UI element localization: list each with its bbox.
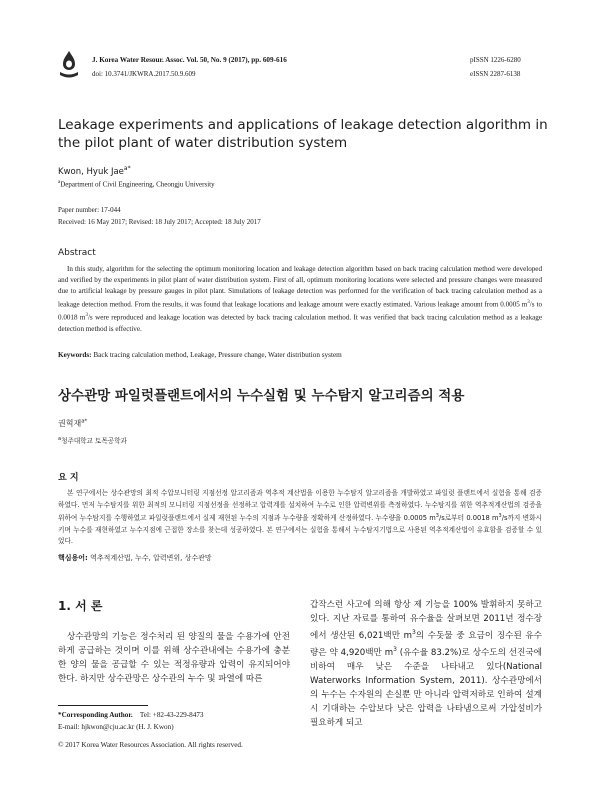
english-title: Leakage experiments and applications of leakage detection algorithm in the pilot plant of water distribution system	[58, 117, 548, 151]
corresponding-author: *Corresponding Author. Tel: +82-43-229-8473	[58, 711, 204, 719]
korean-abstract-text: 본 연구에서는 상수관망의 최적 수압모니터링 지점선정 알고리즘과 역추적 계산법을 이용한 누수탐지 알고리즘을 개발하였고 파일럿 플랜트에서 실험을 통해 검증하였다. 먼저 누수탐지를 위한 최적의 모니터링 지점선정을 선정하고 압력계를 설치하여 누수로 인한 압력변위를 측정하였다. 누수탐지를 위한 역추적계산법의 검증을 위하여 누수탐지를 수행하였고 파일럿플랜트에서 실제 재현된 누수의 지점과 누수량을 정확하게 산정하였다. 누수량을 0.0005 $m^3/s$로부터 0.0018 $m^3/s$까지 변화시키며 누수를 재현하였고 누수지점에 근접한 장소를 찾는데 성공하였다. 본 연구에서는 실험을 통해서 누수탐지기법으로 사용된 역추적계산법이 유효함을 검증할 수 있었다.	[58, 489, 542, 546]
author-email: E-mail: hjkwon@cju.ac.kr (H. J. Kwon)	[58, 723, 174, 731]
keywords: Keywords: Back tracing calculation method, Leakage, Pressure change, Water distribution system	[58, 351, 342, 359]
korean-authors: 권혁재$^{a*}$	[58, 418, 88, 428]
section-heading: 1. 서 론	[58, 599, 103, 613]
korean-abstract-heading: 요 지	[58, 473, 79, 483]
english-affiliation: $^a$Department of Civil Engineering, Cheongju University	[58, 180, 215, 189]
copyright: © 2017 Korea Water Resources Association. All rights reserved.	[58, 741, 243, 749]
footnote-divider	[58, 705, 148, 706]
doi: doi: 10.3741/JKWRA.2017.50.9.609	[92, 70, 196, 78]
abstract-heading: Abstract	[58, 248, 96, 258]
korean-affiliation: $^a$청주대학교 토목공학과	[58, 435, 127, 445]
korean-keywords: 핵심용어: 역추적계산법, 누수, 압력변위, 상수관망	[58, 554, 212, 562]
received-dates: Received: 16 May 2017; Revised: 18 July 2017; Accepted: 18 July 2017	[58, 218, 261, 226]
english-authors: Kwon, Hyuk Jae$^{a*}$	[58, 165, 131, 177]
eissn: eISSN 2287-6138	[470, 70, 521, 78]
paper-number: Paper number: 17-044	[58, 206, 121, 214]
body-column-left: 상수관망의 기능은 정수처리 된 양질의 물을 수용가에 안전하게 공급하는 것이며 이를 위해 상수관내에는 수용가에 충분한 양의 물을 공급할 수 있는 적정유량과 압력이 유지되어야 한다. 하지만 상수관망은 상수관의 누수 및 파열에 따른	[58, 632, 290, 684]
pissn: pISSN 1226-6280	[470, 56, 521, 64]
body-column-right: 갑작스런 사고에 의해 항상 제 기능을 100% 발휘하지 못하고 있다. 지난 자료를 통하여 유수율을 살펴보면 2011년 정수장에서 생산된 6,021백만 $m^3$의 수돗물 중 요금이 징수된 유수량은 약 4,920백만 $m^3$ (유수율 83.2%)로 상수도의 선진국에 비하여 매우 낮은 수준을 나타내고 있다(National Waterworks Information System, 2011). 상수관망에서의 누수는 수자원의 손실뿐 만 아니라 압력저하로 인하여 설계 시 기대하는 수압보다 낮은 압력을 나타냄으로써 가압설비가 필요하게 되고	[310, 600, 542, 728]
abstract-text: In this study, algorithm for the selecting the optimum monitoring location and leakage detection algorithm based on back tracing calculation method were developed and verified by the experiments in pilot plant of water distribution system. First of all, optimum monitoring locations were selected and pressure changes were measured due to artificial leakage by pressure gauges in pilot plant. Simulations of leakage detection was performed for the verification of back tracing calculation method as a leakage detection method. From the results, it was found that leakage locations and leakage amount were exactly estimated. Various leakage amount from 0.0005 $m^3/s$ to 0.0018 $m^3/s$ were reproduced and leakage location was detected by back tracing calculation method. It was verified that back tracing calculation method as a leakage detection method is effective.	[58, 265, 542, 333]
journal-citation: J. Korea Water Resour. Assoc. Vol. 50, No. 9 (2017), pp. 609-616	[92, 56, 287, 64]
journal-logo-icon	[58, 50, 80, 80]
korean-title: 상수관망 파일럿플랜트에서의 누수실험 및 누수탐지 알고리즘의 적용	[58, 388, 465, 404]
